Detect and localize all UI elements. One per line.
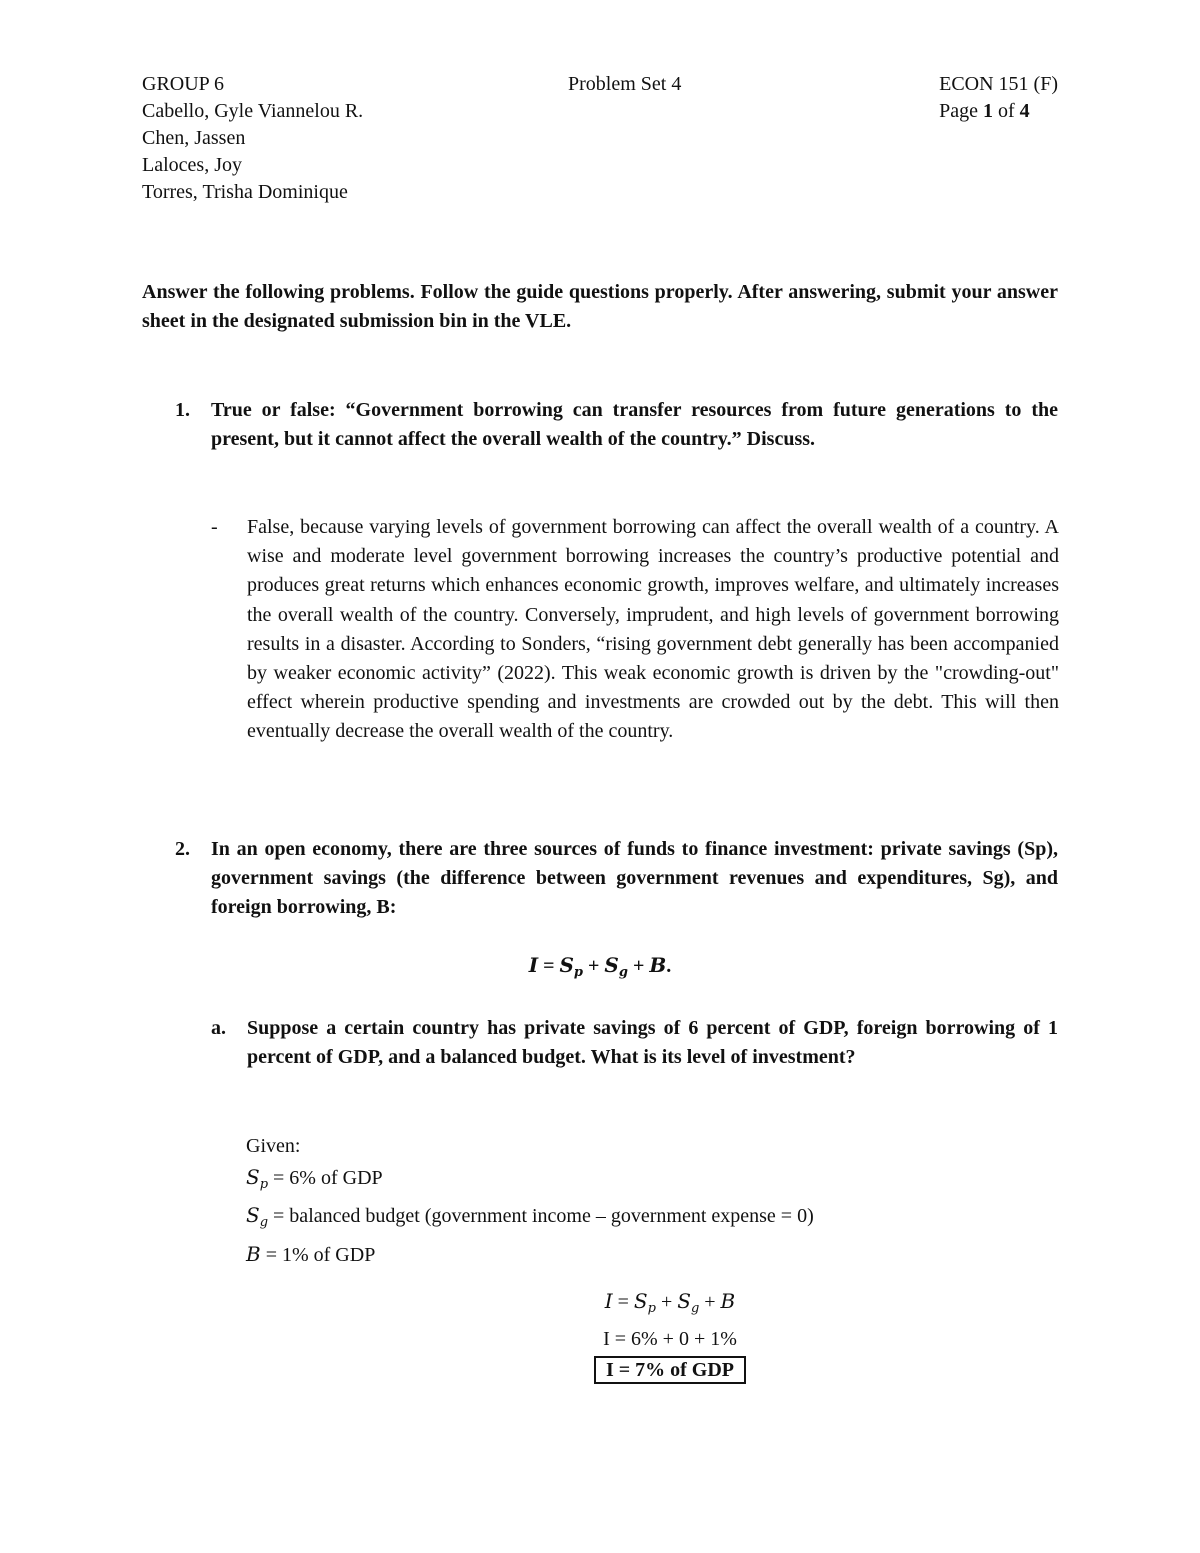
- member-name: Chen, Jassen: [142, 127, 246, 149]
- member-name: Torres, Trisha Dominique: [142, 181, 348, 203]
- given-label: Given:: [246, 1135, 301, 1157]
- solution-result-row: [520, 1355, 820, 1386]
- solution-formula: $I = S_p + S_g + B$: [604, 1289, 736, 1316]
- header-course-block: [939, 71, 1058, 125]
- question-text: True or false: “Government borrowing can transfer resources from future generations to the present, but it cannot affect the overall wealth of the country.” Discuss.: [211, 399, 1058, 450]
- question-2a: [211, 1014, 1058, 1072]
- subquestion-text: Suppose a certain country has private savings of 6 percent of GDP, foreign borrowing of 1 percent of GDP, and a balanced budget. What is its level of investment?: [247, 1017, 1058, 1068]
- solution-result-box: I = 7% of GDP: [594, 1356, 746, 1384]
- bullet-dash: -: [211, 516, 218, 538]
- answer-text: False, because varying levels of government borrowing can affect the overall wealth of a country. A wise and moderate level government borrowing increases the country’s productive potential and produces great returns which enhances economic growth, improves welfare, and ultimately increases the overall wealth of the country. Conversely, imprudent, and high levels of government borrowing results in a disaster. According to Sonders, “rising government debt generally has been accompanied by weaker economic activity” (2022). This weak economic growth is driven by the "crowding-out" effect wherein productive spending and investments are crowded out by the debt. This will then eventually decrease the overall wealth of the country.: [247, 516, 1059, 743]
- page-indicator: Page 1 of 4: [939, 100, 1030, 122]
- given-block: [246, 1131, 814, 1270]
- subquestion-label: a.: [211, 1017, 226, 1039]
- question-1: [175, 396, 1058, 454]
- member-name: Cabello, Gyle Viannelou R.: [142, 100, 364, 122]
- member-name: Laloces, Joy: [142, 154, 242, 176]
- group-name: GROUP 6: [142, 73, 225, 95]
- question-number: 2.: [175, 838, 190, 860]
- given-b: B = 1% of GDP: [246, 1241, 376, 1266]
- course-code: ECON 151 (F): [939, 73, 1058, 95]
- solution-block: [520, 1286, 820, 1386]
- given-sp: $S_p = 6\%$ of GDP: [246, 1164, 383, 1192]
- question-2: [175, 835, 1058, 922]
- document-title: Problem Set 4: [568, 73, 682, 95]
- investment-equation: $I = S_p + S_g + B$.: [528, 953, 672, 980]
- instructions: Answer the following problems. Follow the guide questions properly. After answering, submit your answer sheet in the designated submission bin in the VLE.: [142, 281, 1058, 332]
- header-group-block: [142, 71, 363, 206]
- question-number: 1.: [175, 399, 190, 421]
- answer-1: [211, 513, 1059, 747]
- given-sg: $S_g$ = balanced budget (government income – government expense = 0): [246, 1203, 814, 1230]
- question-text: In an open economy, there are three sources of funds to finance investment: private savings (Sp), government savings (the difference between government revenues and expenditures, Sg), and foreign borrowing, B:: [211, 838, 1058, 918]
- solution-substitution: I = 6% + 0 + 1%: [603, 1328, 737, 1350]
